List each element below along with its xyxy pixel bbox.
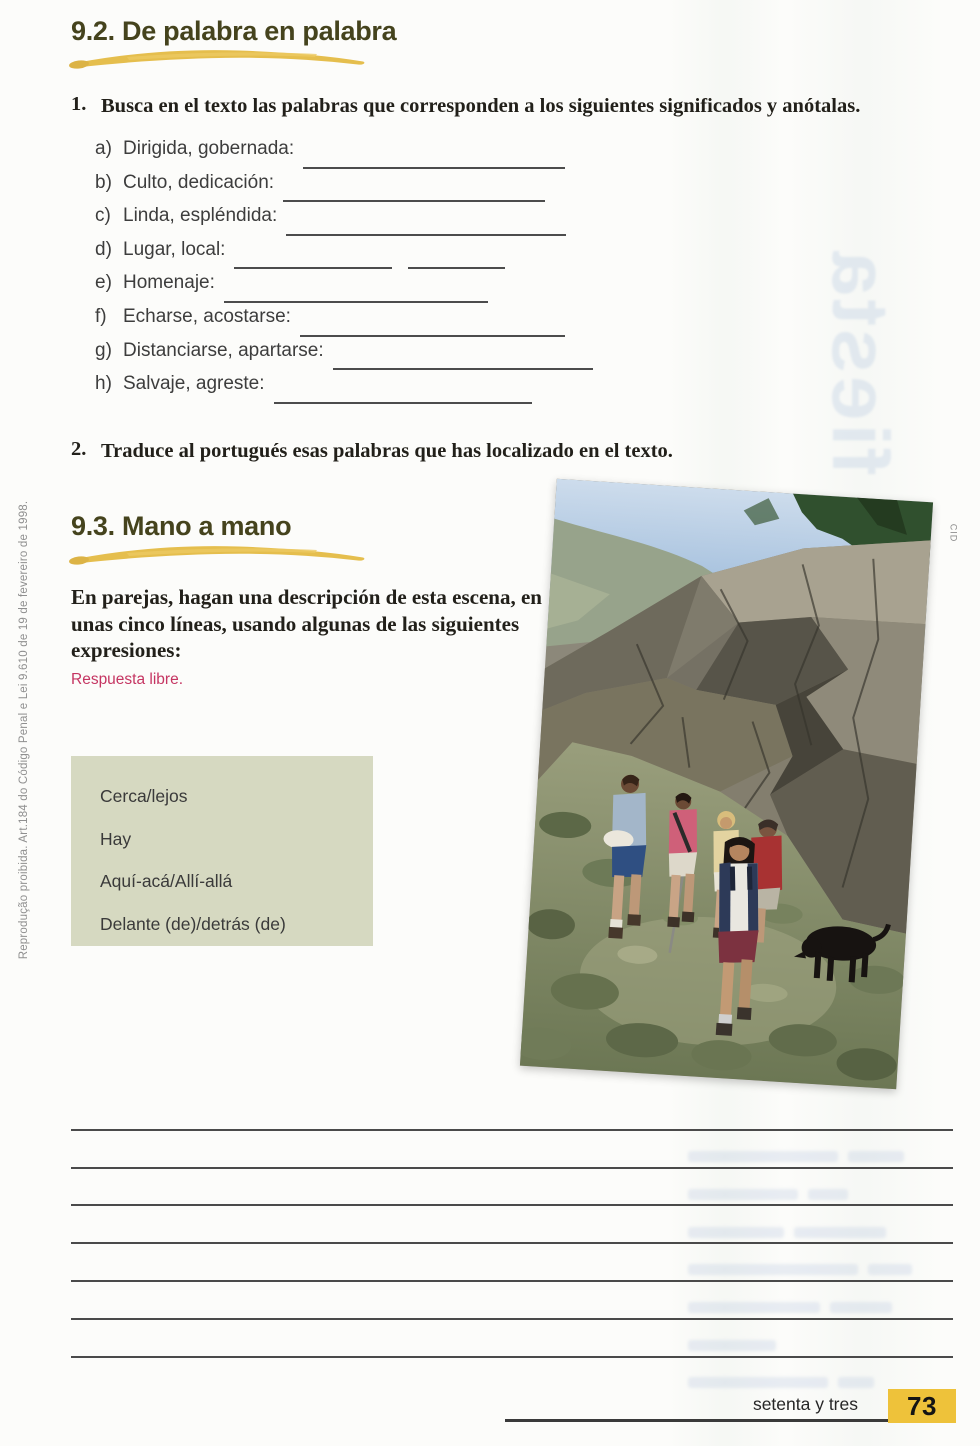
answer-blank-a[interactable]: [303, 149, 565, 169]
brush-underline: [67, 541, 369, 567]
footer-rule: [505, 1419, 893, 1422]
section-9-3-title: 9.3. Mano a mano: [71, 511, 292, 541]
answer-blank-b[interactable]: [283, 182, 545, 202]
hikers-photo: [520, 479, 933, 1090]
answer-blank-f[interactable]: [300, 317, 565, 337]
answer-blank-h[interactable]: [274, 384, 532, 404]
expression-item: Cerca/lejos: [100, 786, 188, 806]
section-9-2-title: 9.2. De palabra en palabra: [71, 16, 397, 46]
list-item-d: d) Lugar, local:: [95, 239, 593, 273]
list-item-h: h) Salvaje, agreste:: [95, 373, 593, 407]
expression-item: Delante (de)/detrás (de): [100, 913, 286, 934]
brush-underline: [67, 45, 369, 71]
page-number: 73: [907, 1390, 937, 1421]
list-item-e: e) Homenaje:: [95, 272, 593, 306]
hikers-photo-illustration: [520, 479, 933, 1090]
bleedthrough-fiesta-text: fiesta: [816, 248, 905, 476]
answer-blank-d2[interactable]: [408, 249, 505, 269]
exercise-2-prompt: 2. Traduce al portugués esas palabras que has localizado en el texto.: [71, 438, 951, 465]
page-number-badge: [888, 1389, 956, 1423]
answer-blank-d1[interactable]: [234, 249, 392, 269]
section-9-3-instruction: En parejas, hagan una descripción de esta escena, en unas cinco líneas, usando algunas de las siguientes expresiones:: [71, 585, 542, 663]
copyright-notice: Reprodução proibida. Art.184 do Código Penal e Lei 9.610 de 19 de fevereiro de 1998.: [18, 500, 30, 960]
expression-item: Aquí-acá/Allí-allá: [100, 871, 233, 891]
answer-blank-c[interactable]: [286, 216, 566, 236]
exercise-1-number: 1.: [71, 93, 87, 115]
answer-blank-g[interactable]: [333, 350, 593, 370]
exercise-1-prompt: 1. Busca en el texto las palabras que corresponden a los siguientes significados y anótalas.: [71, 93, 951, 120]
vocab-list: [95, 138, 593, 407]
photo-credit: CID: [948, 523, 959, 543]
expression-item: Hay: [100, 828, 132, 849]
writing-line[interactable]: [71, 1093, 953, 1131]
footer-page-words: setenta y tres: [752, 1394, 858, 1414]
expressions-box: [71, 756, 373, 946]
answer-blank-e[interactable]: [224, 283, 488, 303]
page-bleedthrough: [688, 1138, 956, 1402]
list-item-f: f) Echarse, acostarse:: [95, 306, 593, 340]
exercise-2-number: 2.: [71, 438, 87, 460]
list-item-g: g) Distanciarse, apartarse:: [95, 340, 593, 374]
list-item-a: a) Dirigida, gobernada:: [95, 138, 593, 172]
list-item-b: b) Culto, dedicación:: [95, 172, 593, 206]
answer-note: Respuesta libre.: [71, 671, 184, 688]
list-item-c: c) Linda, espléndida:: [95, 205, 593, 239]
